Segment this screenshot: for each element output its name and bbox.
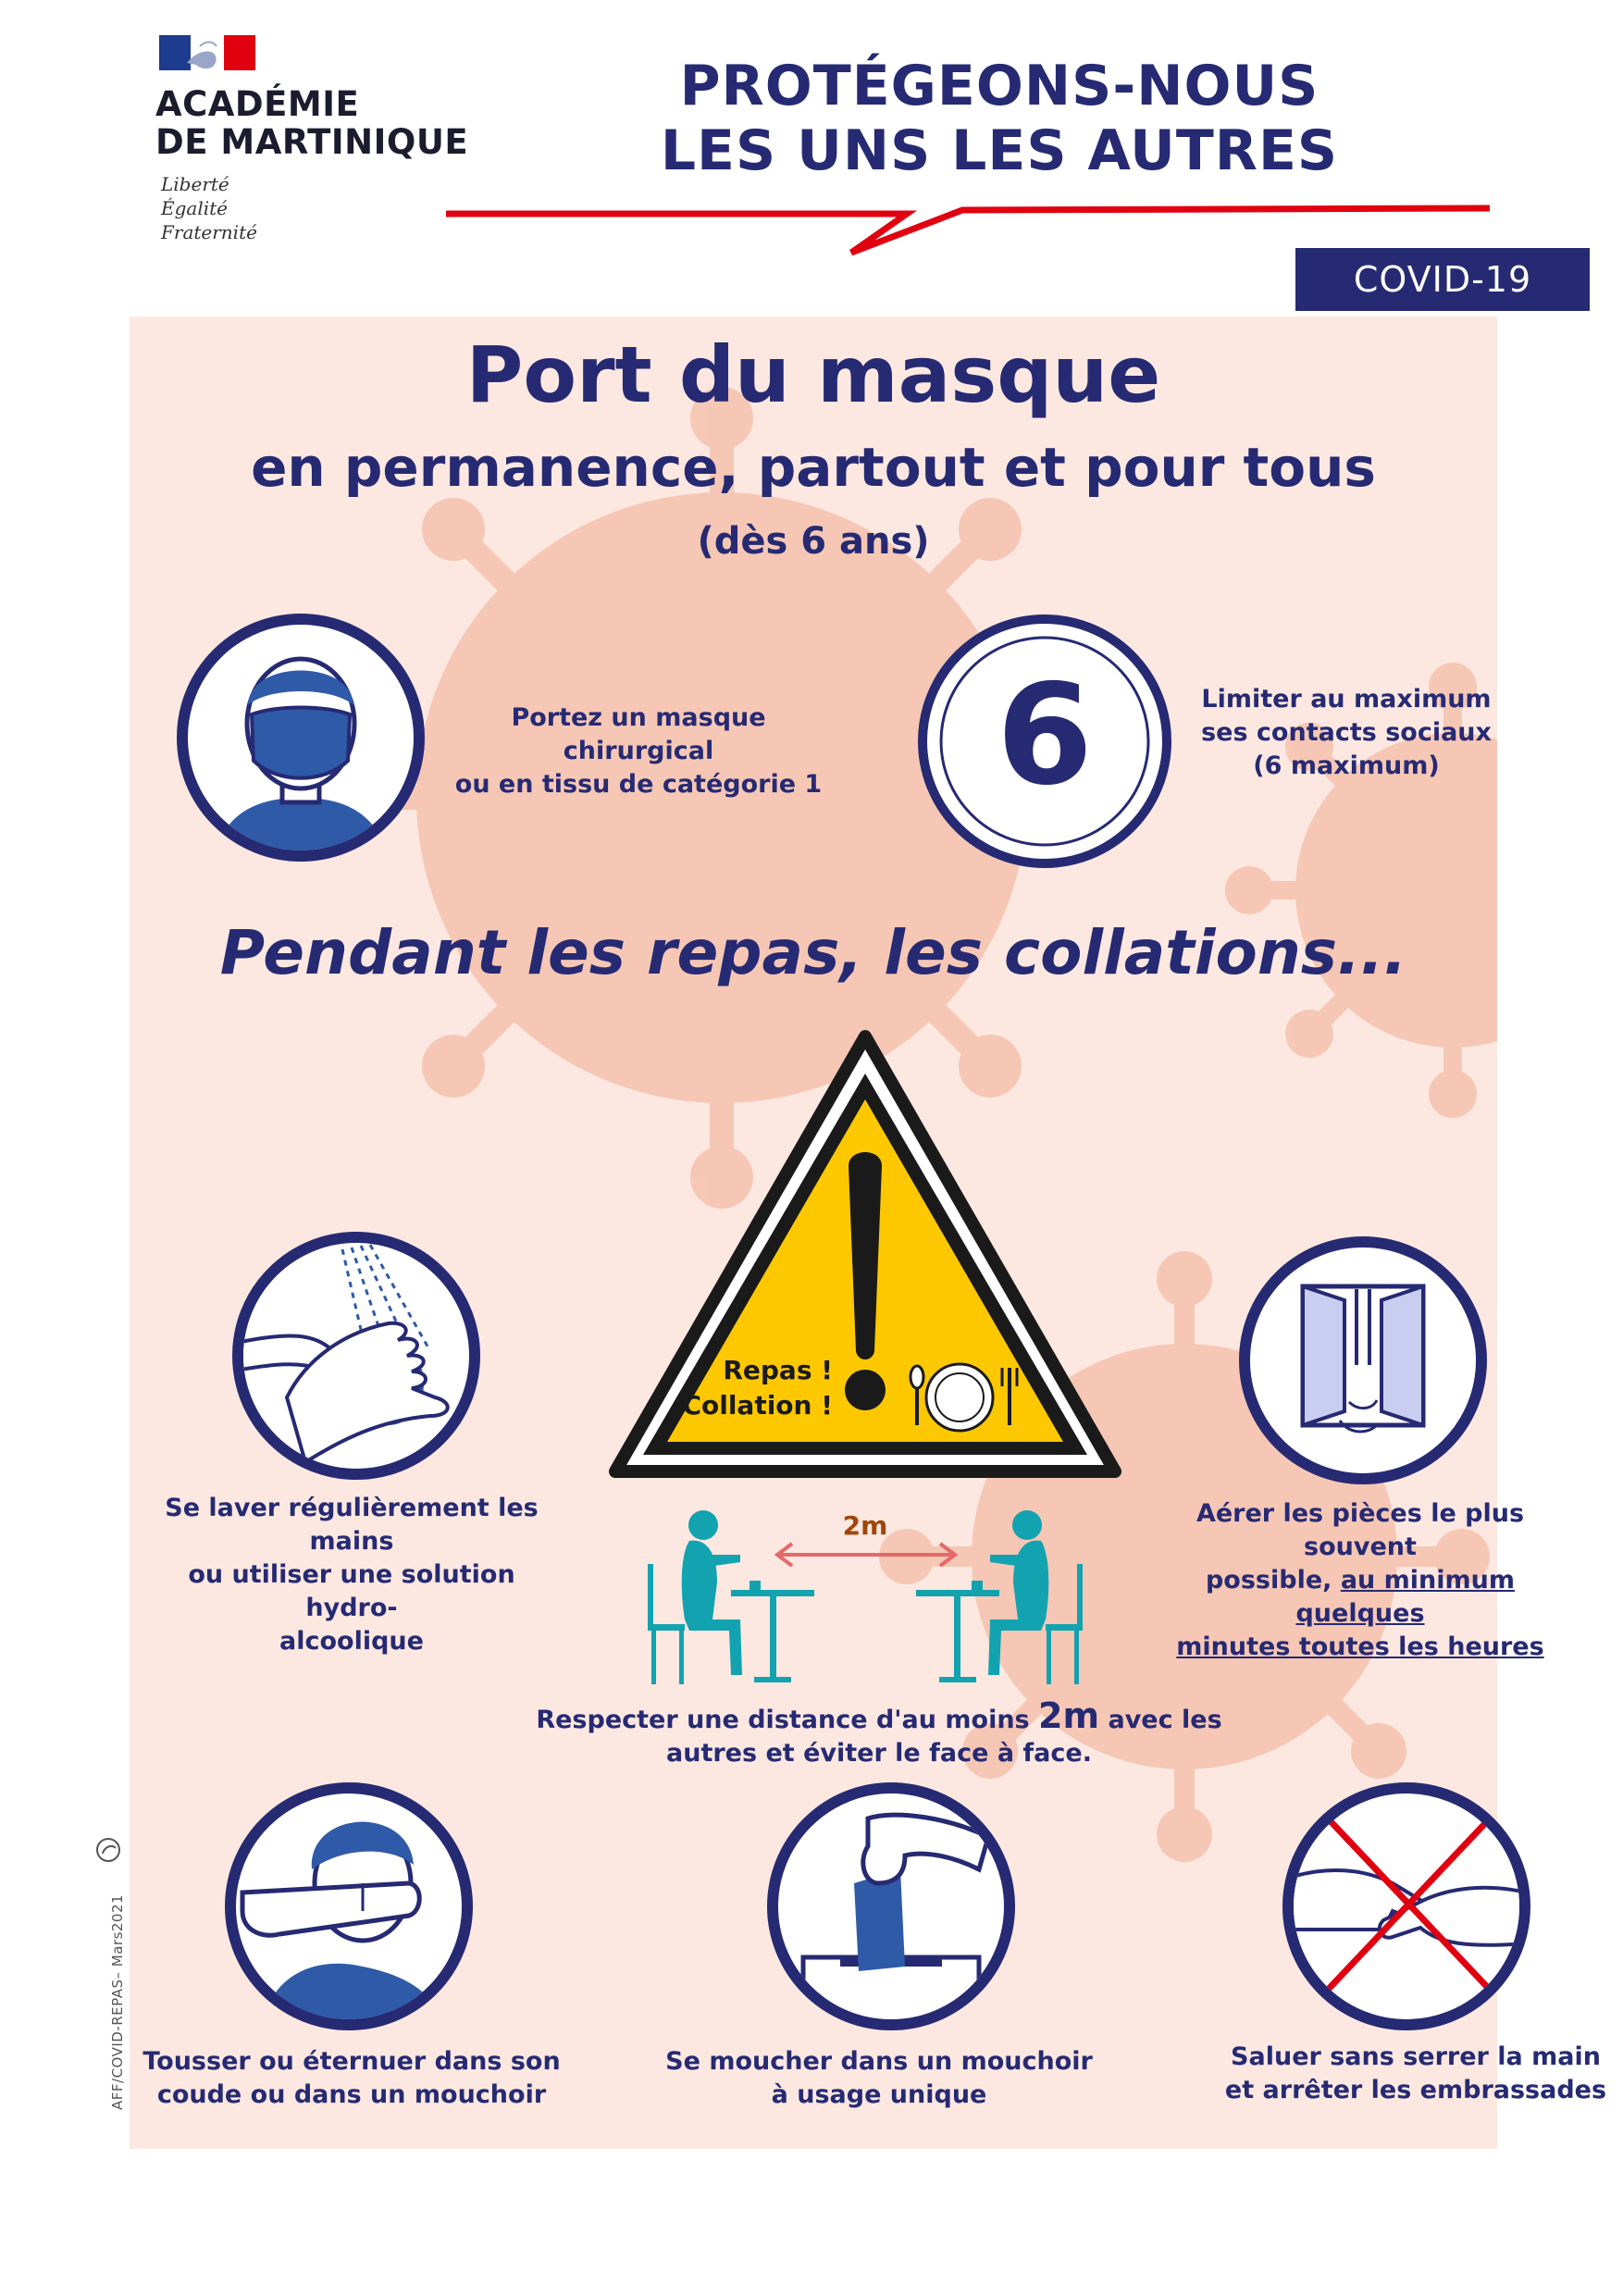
warning-line2: Collation ! <box>682 1390 833 1421</box>
distance-caption-big: 2m <box>1038 1695 1100 1736</box>
air-caption-line1: Aérer les pièces le plus souvent <box>1196 1499 1525 1561</box>
wash-caption-line1: Se laver régulièrement les mains <box>165 1494 539 1556</box>
distance-label: 2m <box>842 1510 888 1541</box>
air-caption-line2 <box>1138 1564 1582 1631</box>
air-caption-line2b: au minimum quelques <box>1295 1566 1516 1628</box>
distance-caption-line2: autres et éviter le face à face. <box>666 1739 1092 1768</box>
mask-caption <box>435 701 842 801</box>
marianne-logo <box>159 35 255 70</box>
contacts-caption-line2: ses contacts sociaux <box>1201 718 1492 747</box>
academy-name <box>155 85 468 161</box>
six-number: 6 <box>996 655 1094 816</box>
header-title-line1: PROTÉGEONS-NOUS <box>679 54 1319 118</box>
poster-reference-code: AFF/COVID-REPAS– Mars2021 <box>109 1893 126 2110</box>
distance-caption <box>518 1695 1240 1770</box>
republic-motto <box>161 172 257 244</box>
marianne-small-icon <box>95 1837 121 1863</box>
covid-badge: COVID-19 <box>1295 248 1590 311</box>
distance-caption-part2: avec les <box>1099 1706 1222 1734</box>
cough-caption-line2: coude ou dans un mouchoir <box>156 2080 547 2109</box>
academy-name-line2: DE MARTINIQUE <box>155 122 469 162</box>
hand-wash-icon <box>231 1231 481 1481</box>
contacts-caption <box>1189 683 1504 783</box>
tissue-icon <box>766 1781 1016 2031</box>
wash-caption <box>139 1492 564 1658</box>
air-caption-line2a: possible, <box>1205 1566 1341 1595</box>
greet-caption <box>1203 2041 1623 2107</box>
age-note: (dès 6 ans) <box>697 520 930 563</box>
cough-caption-line1: Tousser ou éternuer dans son <box>142 2047 561 2076</box>
tissue-caption <box>648 2045 1110 2112</box>
warning-text <box>666 1353 833 1423</box>
wash-caption-line2: ou utiliser une solution hydro- <box>188 1560 515 1622</box>
motto-fraternite: Fraternité <box>161 221 257 243</box>
face-mask-icon <box>176 613 426 863</box>
motto-egalite: Égalité <box>161 197 228 219</box>
wash-caption-line3: alcoolique <box>279 1627 424 1656</box>
cough-elbow-icon <box>224 1781 474 2031</box>
distance-caption-part1: Respecter une distance d'au moins <box>536 1706 1039 1734</box>
motto-liberte: Liberté <box>161 173 229 195</box>
greet-caption-line2: et arrêter les embrassades <box>1224 2076 1607 2104</box>
contacts-caption-line1: Limiter au maximum <box>1201 685 1492 714</box>
open-window-icon <box>1238 1235 1488 1485</box>
mask-caption-line1: Portez un masque chirurgical <box>511 703 766 765</box>
main-subtitle: en permanence, partout et pour tous <box>251 436 1376 499</box>
contacts-caption-line3: (6 maximum) <box>1253 751 1440 780</box>
meals-title: Pendant les repas, les collations... <box>219 917 1407 988</box>
mask-caption-line2: ou en tissu de catégorie 1 <box>454 770 823 799</box>
distance-caption-line1 <box>518 1695 1240 1737</box>
main-title: Port du masque <box>465 329 1161 420</box>
header-title-line2: LES UNS LES AUTRES <box>660 118 1339 183</box>
header-title <box>583 54 1416 183</box>
no-handshake-icon <box>1282 1781 1531 2031</box>
tissue-caption-line2: à usage unique <box>771 2080 987 2109</box>
tissue-caption-line1: Se moucher dans un mouchoir <box>665 2047 1093 2076</box>
academy-name-line1: ACADÉMIE <box>155 84 360 124</box>
warning-line1: Repas ! <box>723 1355 833 1385</box>
cough-caption <box>139 2045 564 2112</box>
greet-caption-line1: Saluer sans serrer la main <box>1231 2042 1601 2071</box>
air-caption <box>1138 1497 1582 1664</box>
air-caption-line3: minutes toutes les heures <box>1176 1632 1544 1661</box>
